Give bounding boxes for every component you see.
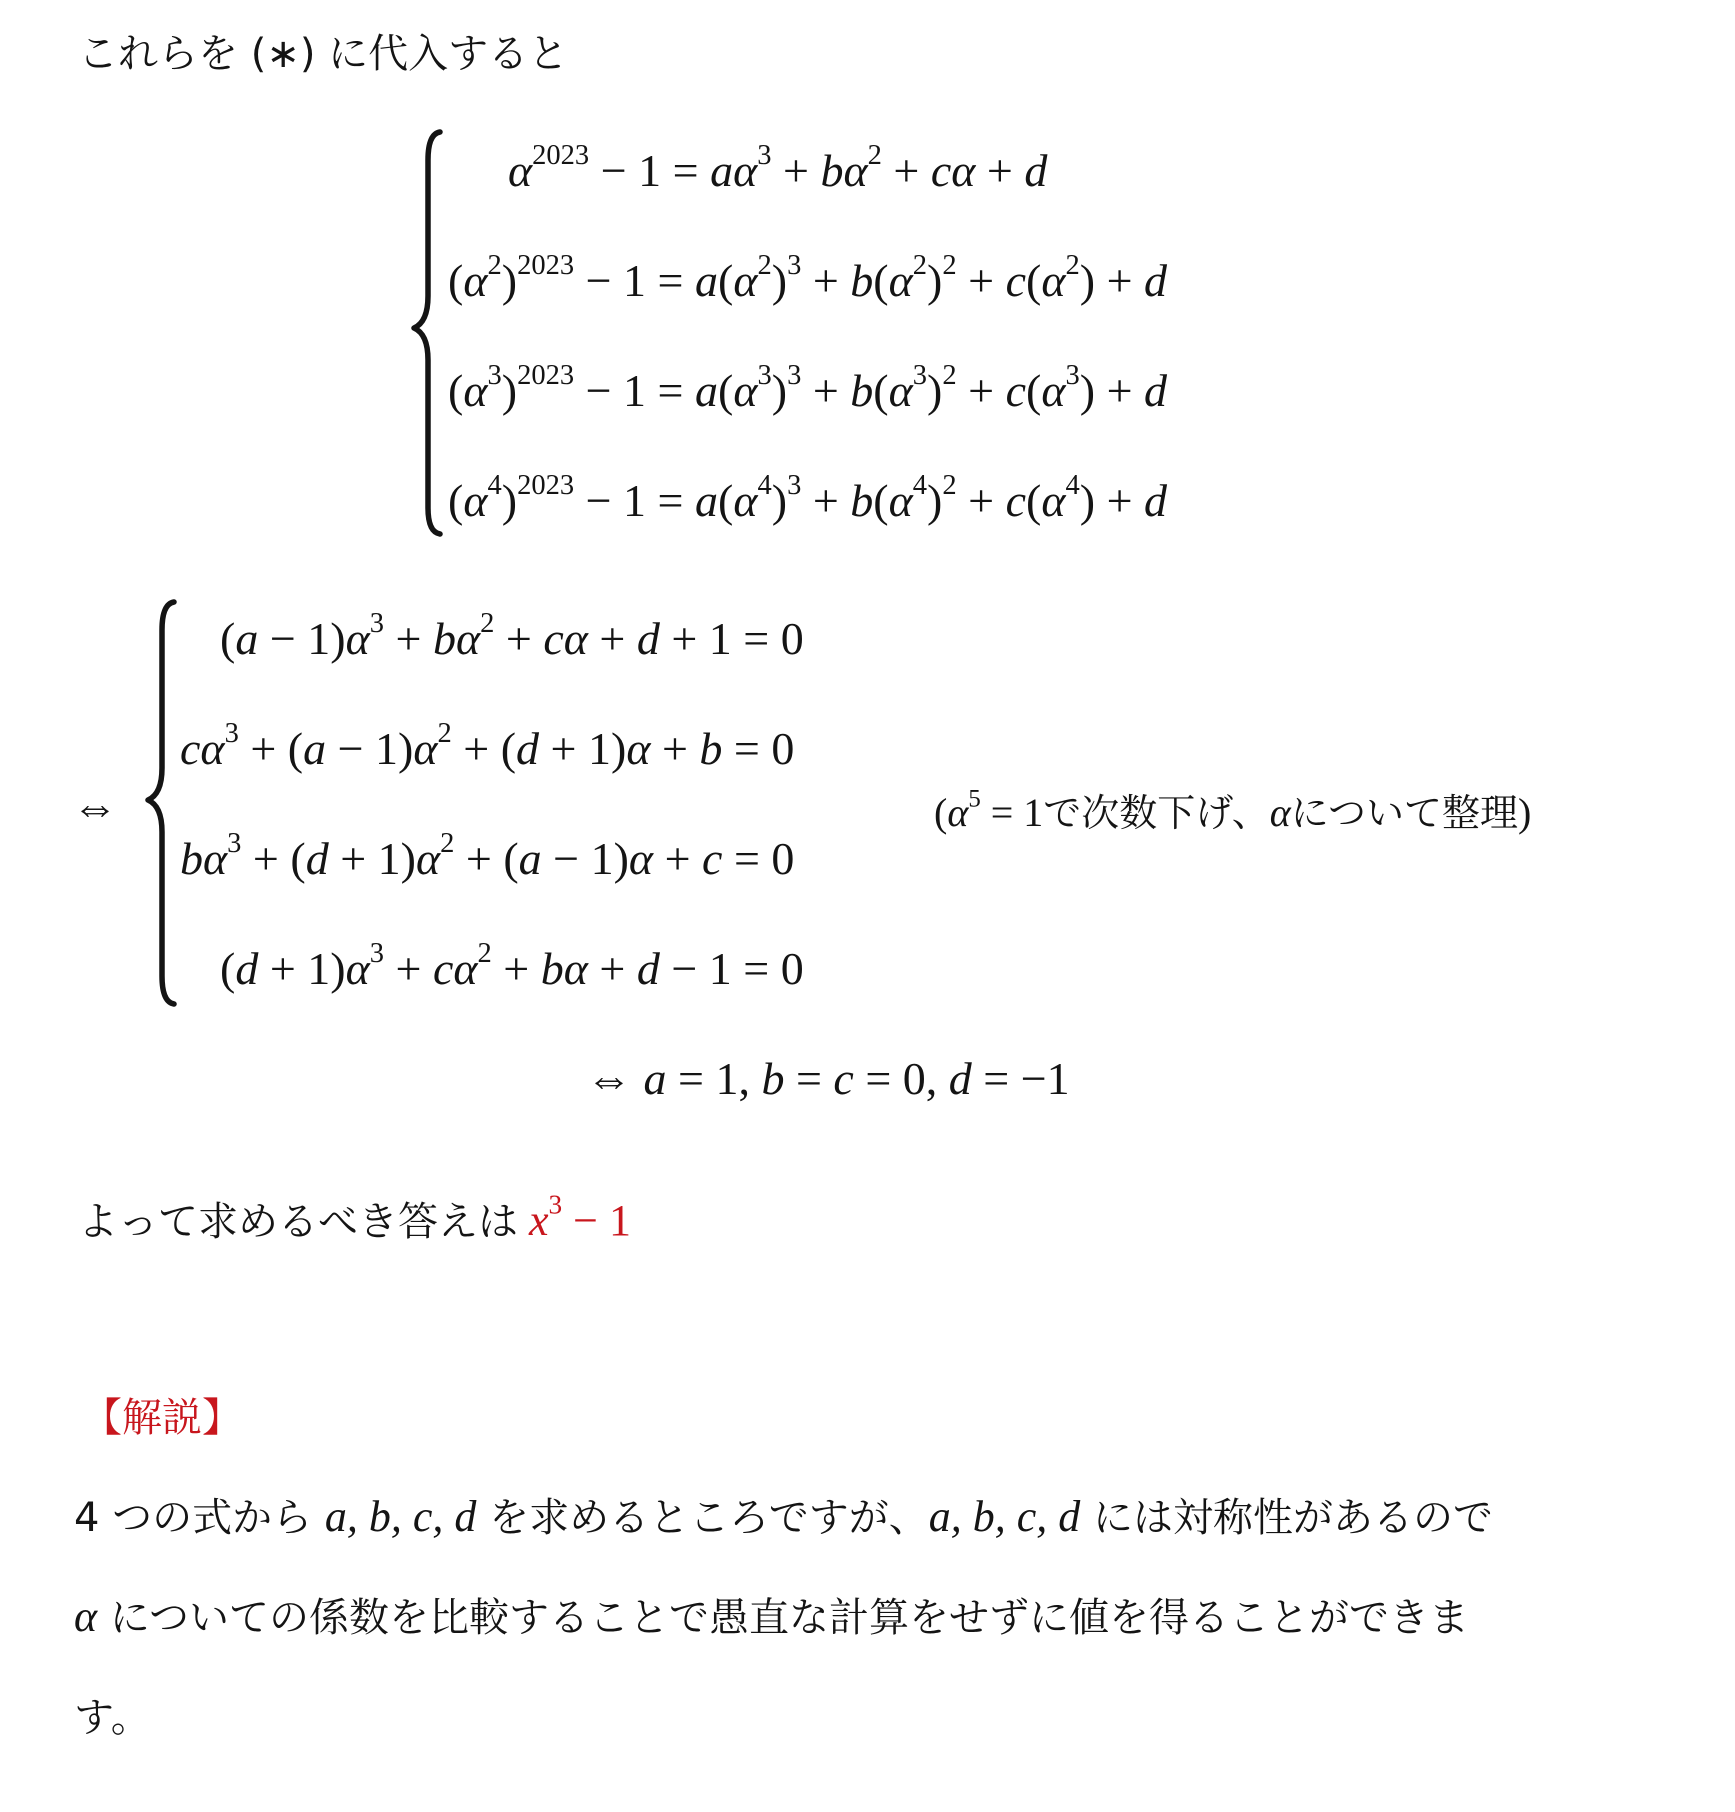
explanation-line-2: α についての係数を比較することで愚直な計算をせずに値を得ることができま	[74, 1592, 1470, 1641]
side-note: ($\alpha^5 = 1$で次数下げ、αについて整理)	[934, 785, 1532, 835]
system2-eq3: $b\alpha^3 + (d + 1)\alpha^2 + (a - 1)\alpha + c = 0$	[180, 827, 795, 884]
system2-eq2: $c\alpha^3 + (a - 1)\alpha^2 + (d + 1)\alpha + b = 0$	[180, 717, 795, 774]
system1-eq1: $\alpha^{2023} - 1 = a\alpha^3 + b\alpha^2 + c\alpha + d$	[508, 139, 1048, 196]
answer-line: よって求めるべき答えは $x^3 - 1$	[78, 1189, 631, 1245]
explanation-line-3: す。	[74, 1695, 151, 1741]
brace-left-system2	[142, 588, 202, 1018]
system2-eq4: $(d + 1)\alpha^3 + c\alpha^2 + b\alpha + d - 1 = 0$	[220, 937, 804, 994]
system1-eq2: $(\alpha^2)^{2023} - 1 = a(\alpha^2)^3 + b(\alpha^2)^2 + c(\alpha^2) + d$	[448, 249, 1168, 306]
explanation-heading: 【解説】	[82, 1395, 242, 1441]
explanation-line-1: 4 つの式から a, b, c, d を求めるところですが、a, b, c, d には対称性があるので	[74, 1492, 1493, 1541]
solution-line: ⇔ a = 1, b = c = 0, d = −1	[586, 1053, 1070, 1104]
system1-eq3: $(\alpha^3)^{2023} - 1 = a(\alpha^3)^3 + b(\alpha^3)^2 + c(\alpha^3) + d$	[448, 359, 1168, 416]
iff-arrow: ⇔	[72, 781, 118, 832]
intro-text: これらを (∗) に代入すると	[78, 31, 569, 77]
system1-eq4: $(\alpha^4)^{2023} - 1 = a(\alpha^4)^3 + b(\alpha^4)^2 + c(\alpha^4) + d$	[448, 469, 1168, 526]
system2-eq1: $(a - 1)\alpha^3 + b\alpha^2 + c\alpha + d + 1 = 0$	[220, 607, 804, 664]
